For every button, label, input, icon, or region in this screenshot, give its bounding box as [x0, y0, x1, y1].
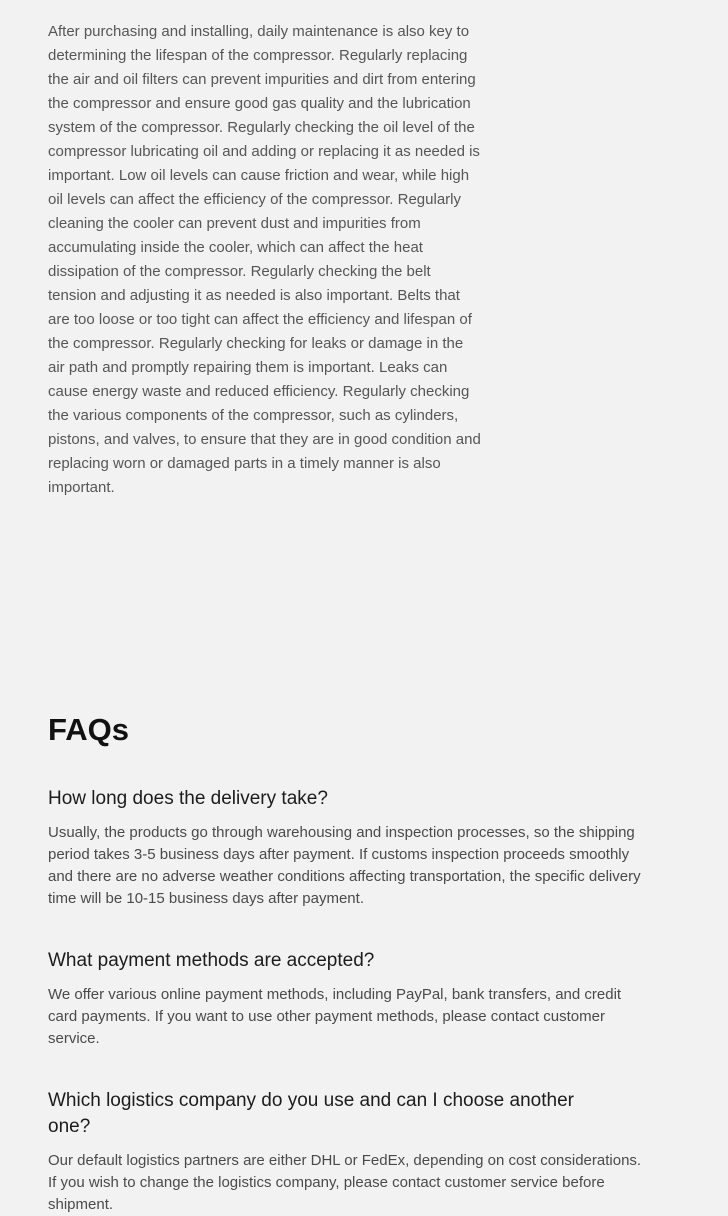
faq-section — [0, 712, 728, 1216]
maintenance-paragraph: After purchasing and installing, daily maintenance is also key to determining the lifespan of the compressor. Regularly replacing the air and oil filters can prevent impurities and dirt from entering the compressor and ensure good gas quality and the lubrication system of the compressor. Regularly checking the oil level of the compressor lubricating oil and adding or replacing it as needed is important. Low oil levels can cause friction and wear, while high oil levels can affect the efficiency of the compressor. Regularly cleaning the cooler can prevent dust and impurities from accumulating inside the cooler, which can affect the heat dissipation of the compressor. Regularly checking the belt tension and adjusting it as needed is also important. Belts that are too loose or too tight can affect the efficiency and lifespan of the compressor. Regularly checking for leaks or damage in the air path and promptly repairing them is important. Leaks can cause energy waste and reduced efficiency. Regularly checking the various components of the compressor, such as cylinders, pistons, and valves, to ensure that they are in good condition and replacing worn or damaged parts in a timely manner is also important. — [48, 23, 481, 496]
faq-answer-payment-methods: We offer various online payment methods, including PayPal, bank transfers, and credit card payments. If you want to use other payment methods, please contact customer service. — [48, 986, 622, 1047]
faq-question-delivery-time: How long does the delivery take? — [48, 788, 328, 809]
faq-question-payment-methods: What payment methods are accepted? — [48, 950, 375, 971]
faq-answer-logistics-company: Our default logistics partners are either DHL or FedEx, depending on cost considerations. If you wish to change the logistics company, please contact customer service before shipment. — [48, 1152, 642, 1213]
faq-answer-delivery-time: Usually, the products go through warehousing and inspection processes, so the shipping period takes 3-5 business days after payment. If customs inspection proceeds smoothly and there are no adverse weather conditions affecting transportation, the specific delivery time will be 10-15 business days after payment. — [48, 824, 641, 907]
faq-item — [48, 786, 688, 910]
faq-question-logistics-company: Which logistics company do you use and can I choose another one? — [48, 1090, 574, 1137]
faq-item — [48, 1088, 688, 1216]
faq-title: FAQs — [48, 712, 129, 747]
faq-item — [48, 948, 688, 1050]
